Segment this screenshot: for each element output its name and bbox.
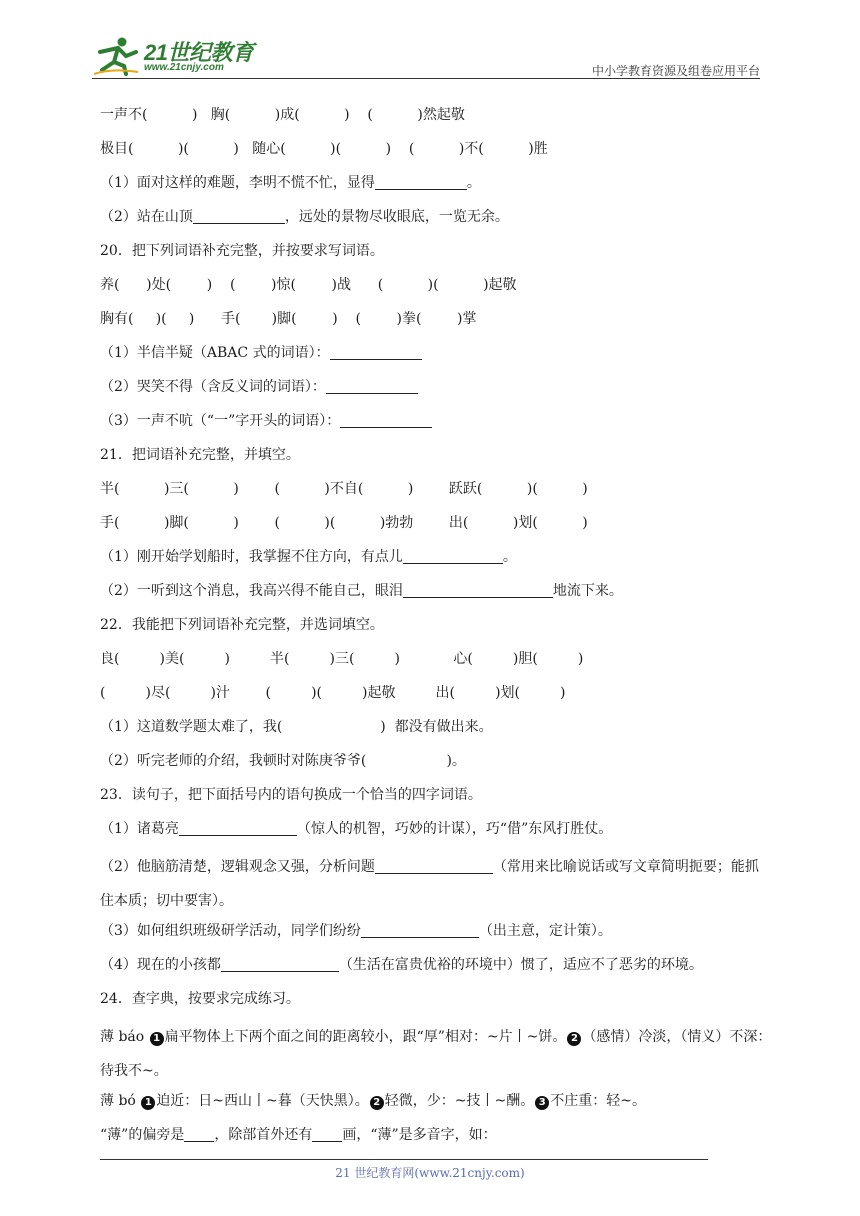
number-1-icon: 1 [150, 1032, 164, 1046]
answer-blank[interactable] [193, 207, 285, 224]
answer-blank[interactable] [184, 1125, 214, 1142]
idiom-row: 极目( )( ) 随心( )( ) ( )不( )胜 [100, 141, 548, 157]
idiom-row: 一声不( ) 胸( )成( ) ( )然起敬 [100, 107, 465, 123]
idiom-row: 胸有( )( ) 手( )脚( ) ( )拳( )掌 [100, 311, 477, 327]
logo [92, 36, 257, 76]
dictionary-entry: 薄 bó 1 迫近：日~西山丨~暮（天快黑）。 2 轻微，少：~技丨~酬。 3 不庄重：轻~。 [100, 1093, 646, 1109]
question-line: （2）哭笑不得（含反义词的词语）： [100, 374, 772, 408]
answer-blank[interactable] [403, 581, 553, 598]
dictionary-entry: 薄 báo 1 扁平物体上下两个面之间的距离较小，跟“厚”相对：~片丨~饼。 2 （感情）冷淡，（情义）不深：待我不~。 [100, 1029, 772, 1079]
question-line: （1）这道数学题太难了，我( ) 都没有做出来。 [100, 719, 493, 735]
answer-blank[interactable] [312, 1125, 342, 1142]
footer-text: 21 世纪教育网(www.21cnjy.com) [335, 1166, 525, 1180]
number-2-icon: 2 [370, 1096, 384, 1110]
question-line: （2）一听到这个消息，我高兴得不能自己，眼泪 地流下来。 [100, 583, 623, 599]
question-line: （1）刚开始学划船时，我掌握不住方向，有点儿 。 [100, 549, 517, 565]
question-line: （3）一声不吭（“一”字开头的词语）： [100, 408, 772, 442]
page-header [92, 30, 760, 78]
logo-text: 21世纪教育 [144, 40, 254, 65]
idiom-row: 半( )三( ) ( )不自( ) 跃跃( )( ) [100, 481, 588, 497]
question-title: 23．读句子，把下面括号内的语句换成一个恰当的四字词语。 [100, 787, 482, 803]
question-title: 24．查字典，按要求完成练习。 [100, 991, 300, 1007]
answer-blank[interactable] [221, 955, 339, 972]
idiom-row: 手( )脚( ) ( )( )勃勃 出( )划( ) [100, 515, 588, 531]
question-line: （1）半信半疑（ABAC 式的词语）： [100, 340, 772, 374]
question-title: 22．我能把下列词语补充完整，并选词填空。 [100, 617, 384, 633]
answer-blank[interactable] [403, 547, 503, 564]
footer-divider [100, 1159, 708, 1160]
number-3-icon: 3 [535, 1096, 549, 1110]
question-line: （1）面对这样的难题，李明不慌不忙，显得 。 [100, 175, 481, 191]
question-line: （3）如何组织班级研学活动，同学们纷纷 （出主意，定计策）。 [100, 923, 612, 939]
question-line: （2）站在山顶 ，远处的景物尽收眼底，一览无余。 [100, 209, 509, 225]
idiom-row: 养( )处( ) ( )惊( )战 ( )( )起敬 [100, 277, 517, 293]
idiom-row: 良( )美( ) 半( )三( ) 心( )胆( ) [100, 651, 584, 667]
question-line: （1）诸葛亮 （惊人的机智，巧妙的计谋），巧“借”东风打胜仗。 [100, 821, 613, 837]
question-line: “薄”的偏旁是 ，除部首外还有 画，“薄”是多音字，如： [100, 1127, 497, 1143]
number-1-icon: 1 [141, 1096, 155, 1110]
question-line: （2）他脑筋清楚，逻辑观念又强，分析问题 （常用来比喻说话或写文章简明扼要；能抓住本质；切中要害）。 [100, 859, 759, 909]
runner-logo-icon [92, 36, 142, 76]
question-line: （2）听完老师的介绍，我顿时对陈庚爷爷( )。 [100, 753, 466, 769]
answer-blank[interactable] [375, 173, 467, 190]
header-divider [92, 78, 760, 79]
idiom-row: ( )尽( )汁 ( )( )起敬 出( )划( ) [100, 685, 566, 701]
question-title: 21．把词语补充完整，并填空。 [100, 447, 300, 463]
question-title: 20．把下列词语补充完整，并按要求写词语。 [100, 243, 384, 259]
question-line: （4）现在的小孩都 （生活在富贵优裕的环境中）惯了，适应不了恶劣的环境。 [100, 957, 703, 973]
number-2-icon: 2 [567, 1032, 581, 1046]
answer-blank[interactable] [375, 857, 493, 874]
answer-blank[interactable] [361, 921, 479, 938]
answer-blank[interactable] [330, 343, 422, 360]
document-body [100, 102, 772, 1156]
answer-blank[interactable] [340, 411, 432, 428]
logo-url: www.21cnjy.com [144, 62, 224, 73]
answer-blank[interactable] [179, 819, 297, 836]
answer-blank[interactable] [326, 377, 418, 394]
platform-name: 中小学教育资源及组卷应用平台 [591, 64, 760, 78]
